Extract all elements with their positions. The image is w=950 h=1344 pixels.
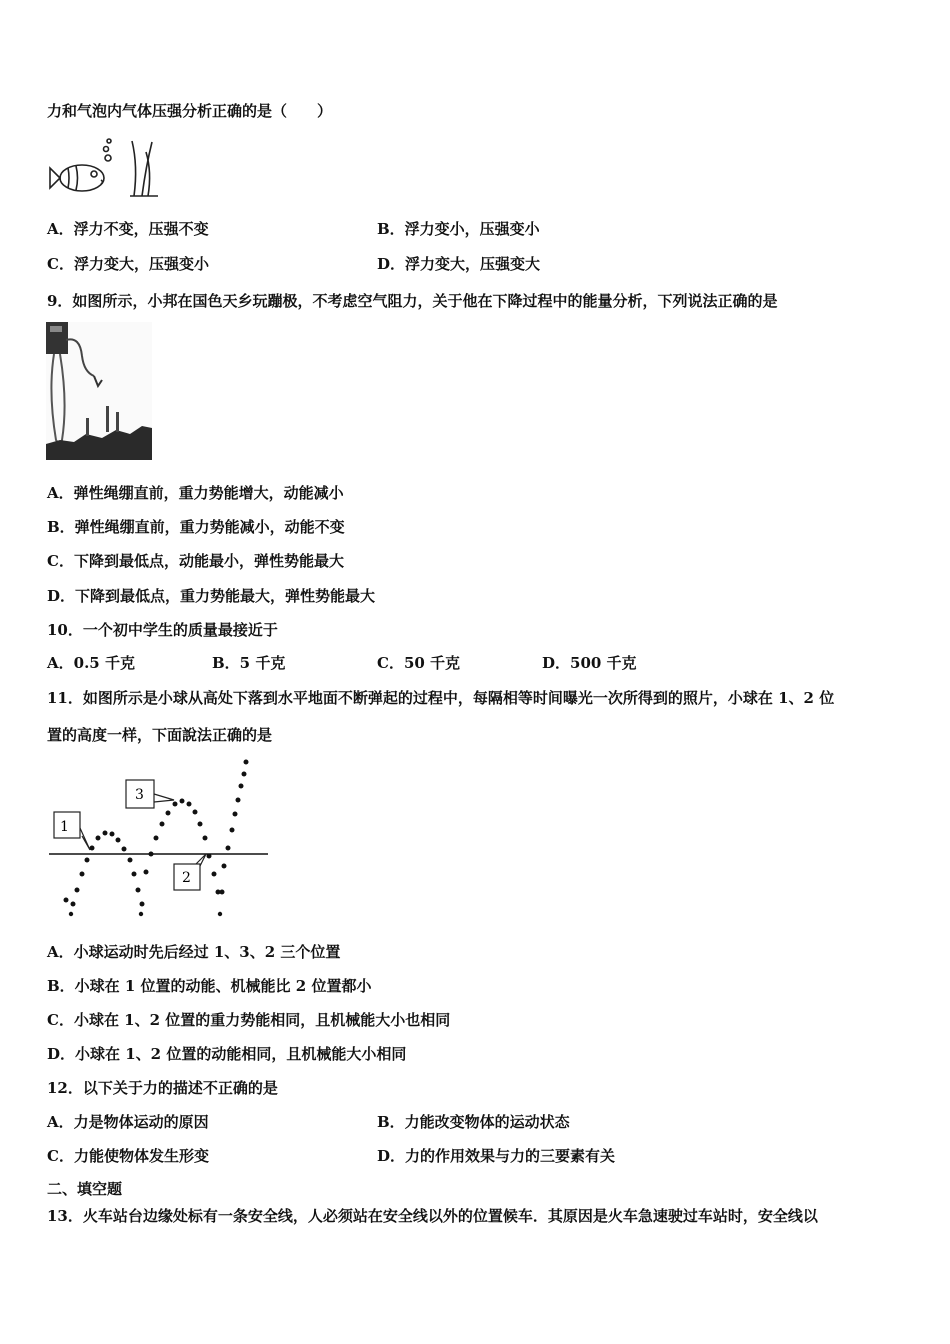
q12-option-a: A．力是物体运动的原因	[47, 1113, 209, 1131]
q12-option-d: D．力的作用效果与力的三要素有关	[377, 1147, 616, 1165]
q9-option-b: B．弹性绳绷直前，重力势能减小，动能不变	[47, 518, 345, 536]
q11-option-a: A．小球运动时先后经过 1、3、2 三个位置	[47, 943, 341, 961]
q8-option-b: B．浮力变小，压强变小	[377, 220, 540, 238]
label-1: 1	[60, 819, 69, 835]
q12-stem: 12．以下关于力的描述不正确的是	[47, 1079, 278, 1097]
q11-stem-line1: 11．如图所示是小球从高处下落到水平地面不断弹起的过程中，每隔相等时间曝光一次所得到的照片，小球在 1、2 位	[47, 689, 835, 707]
fish-bubbles-figure	[46, 136, 171, 202]
q10-option-c: C．50 千克	[377, 654, 461, 672]
bungee-photo-figure	[46, 322, 152, 460]
q9-option-c: C．下降到最低点，动能最小，弹性势能最大	[47, 552, 344, 570]
ball-dots	[64, 760, 249, 917]
q9-option-a: A．弹性绳绷直前，重力势能增大，动能减小	[47, 484, 344, 502]
q9-option-d: D．下降到最低点，重力势能最大，弹性势能最大	[47, 587, 376, 605]
q8-option-a: A．浮力不变，压强不变	[47, 220, 209, 238]
q11-option-d: D．小球在 1、2 位置的动能相同，且机械能大小相同	[47, 1045, 407, 1063]
q11-option-c: C．小球在 1、2 位置的重力势能相同，且机械能大小也相同	[47, 1011, 451, 1029]
q11-stem-line2: 置的高度一样，下面說法正确的是	[47, 726, 273, 744]
q8-stem-tail: 力和气泡内气体压强分析正确的是（ ）	[47, 102, 333, 120]
q10-option-a: A．0.5 千克	[47, 654, 135, 672]
label-2: 2	[182, 870, 191, 886]
q12-option-c: C．力能使物体发生形变	[47, 1147, 209, 1165]
section-title-fill-in: 二、填空题	[47, 1180, 123, 1198]
label-3: 3	[135, 787, 144, 803]
q10-option-d: D．500 千克	[542, 654, 637, 672]
q10-option-b: B．5 千克	[212, 654, 286, 672]
q8-option-d: D．浮力变大，压强变大	[377, 255, 541, 273]
q13-stem: 13．火车站台边缘处标有一条安全线，人必须站在安全线以外的位置候车．其原因是火车急速驶过车站时，安全线以	[47, 1207, 818, 1225]
bouncing-ball-figure	[46, 756, 272, 918]
q8-option-c: C．浮力变大，压强变小	[47, 255, 209, 273]
q9-stem: 9．如图所示，小邦在国色天乡玩蹦极，不考虑空气阻力，关于他在下降过程中的能量分析，下列说法正确的是	[47, 292, 778, 310]
q10-stem: 10．一个初中学生的质量最接近于	[47, 621, 278, 639]
q12-option-b: B．力能改变物体的运动状态	[377, 1113, 570, 1131]
q11-option-b: B．小球在 1 位置的动能、机械能比 2 位置都小	[47, 977, 372, 995]
